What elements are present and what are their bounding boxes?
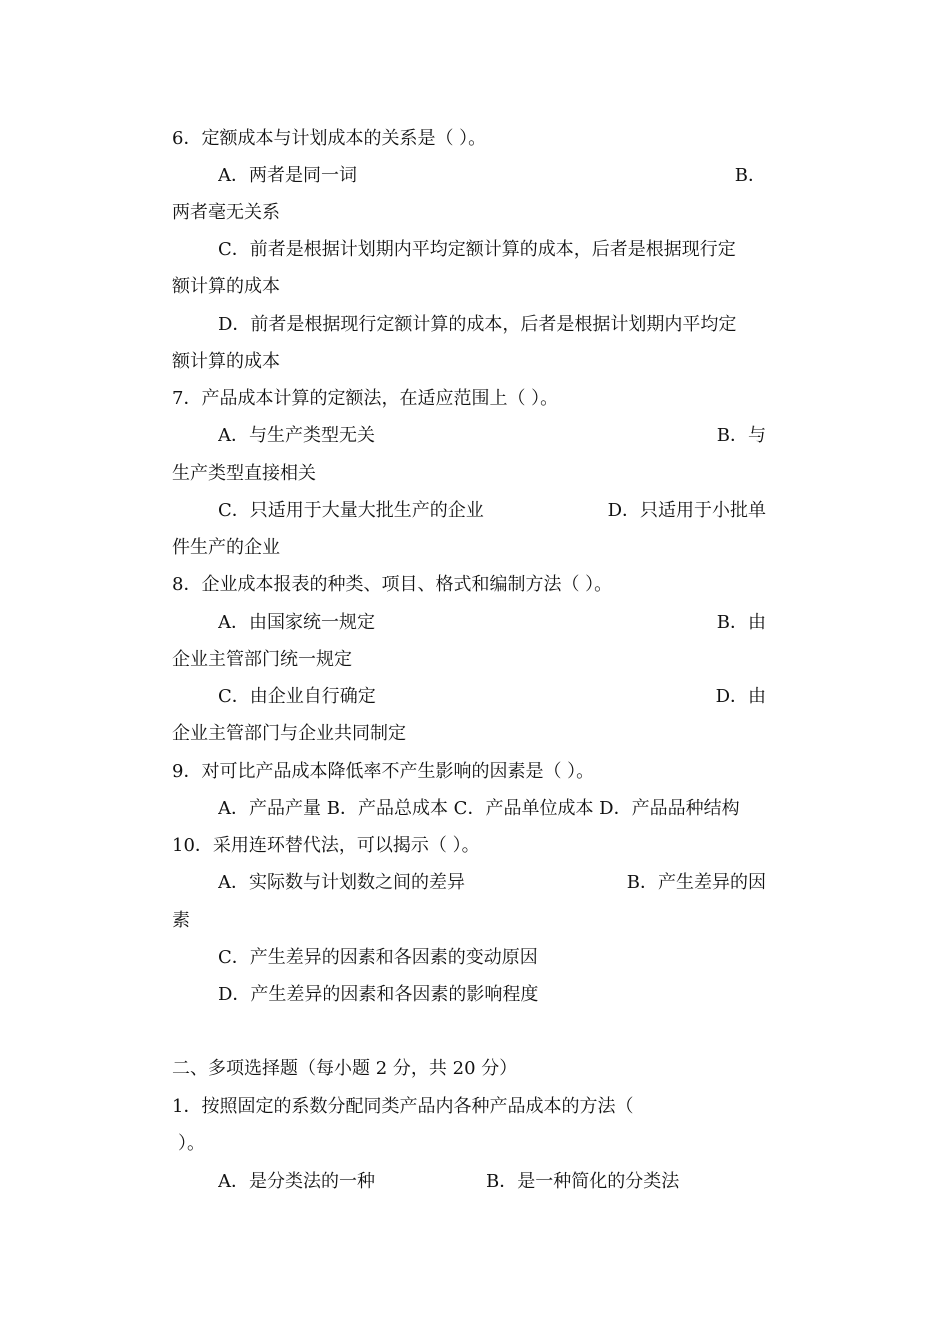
question-6-option-c-line1: C．前者是根据计划期内平均定额计算的成本，后者是根据现行定 [218, 239, 736, 260]
multi-question-1-stem-line2: ）。 [178, 1133, 205, 1154]
question-8-options-cd [218, 682, 766, 712]
question-8-option-a: A．由国家统一规定 [218, 612, 375, 633]
question-6-options-ab [218, 161, 766, 191]
multi-question-1-option-b: B．是一种简化的分类法 [486, 1171, 680, 1192]
question-9-stem: 9．对可比产品成本降低率不产生影响的因素是（ ）。 [172, 761, 595, 782]
question-7-option-a: A．与生产类型无关 [218, 425, 375, 446]
question-6-option-a: A．两者是同一词 [218, 165, 357, 186]
question-10-option-d: D．产生差异的因素和各因素的影响程度 [218, 984, 539, 1005]
question-7-stem: 7．产品成本计算的定额法，在适应范围上（ ）。 [172, 388, 559, 409]
question-10-option-b-head: B．产生差异的因 [626, 872, 766, 893]
question-8-option-b-head: B．由 [716, 612, 766, 633]
question-8-option-c: C．由企业自行确定 [218, 686, 376, 707]
question-7-options-ab [218, 421, 766, 451]
question-6-option-d-line2: 额计算的成本 [172, 351, 280, 372]
question-8-option-d-tail: 企业主管部门与企业共同制定 [172, 723, 406, 744]
question-6-option-d-line1: D．前者是根据现行定额计算的成本，后者是根据计划期内平均定 [218, 314, 737, 335]
question-8-option-d-head: D．由 [715, 686, 766, 707]
question-7-option-d-head: D．只适用于小批单 [607, 500, 766, 521]
question-8-option-b-tail: 企业主管部门统一规定 [172, 649, 352, 670]
question-8-stem: 8．企业成本报表的种类、项目、格式和编制方法（ ）。 [172, 574, 613, 595]
question-7-option-b-tail: 生产类型直接相关 [172, 463, 316, 484]
question-7-option-c: C．只适用于大量大批生产的企业 [218, 500, 484, 521]
question-10-option-c: C．产生差异的因素和各因素的变动原因 [218, 947, 538, 968]
question-10-option-b-tail: 素 [172, 910, 190, 931]
question-7-option-b-head: B．与 [716, 425, 766, 446]
question-6-option-b-tail: 两者毫无关系 [172, 202, 280, 223]
question-7-option-d-tail: 件生产的企业 [172, 537, 280, 558]
question-10-options-ab [218, 868, 766, 898]
question-10-stem: 10．采用连环替代法，可以揭示（ ）。 [172, 835, 480, 856]
question-6-stem: 6．定额成本与计划成本的关系是（ ）。 [172, 128, 487, 149]
question-7-options-cd [218, 496, 766, 526]
question-10-option-a: A．实际数与计划数之间的差异 [218, 872, 465, 893]
question-6-option-c-line2: 额计算的成本 [172, 276, 280, 297]
multi-question-1-stem-line1: 1．按照固定的系数分配同类产品内各种产品成本的方法（ [172, 1096, 634, 1117]
question-9-options: A．产品产量 B．产品总成本 C．产品单位成本 D．产品品种结构 [218, 798, 740, 819]
question-8-options-ab [218, 608, 766, 638]
multi-question-1-option-a: A．是分类法的一种 [218, 1171, 375, 1192]
multi-question-1-options-ab [218, 1167, 766, 1197]
question-6-option-b-head: B． [734, 165, 766, 186]
section-2-title: 二、多项选择题（每小题 2 分，共 20 分） [172, 1058, 518, 1079]
